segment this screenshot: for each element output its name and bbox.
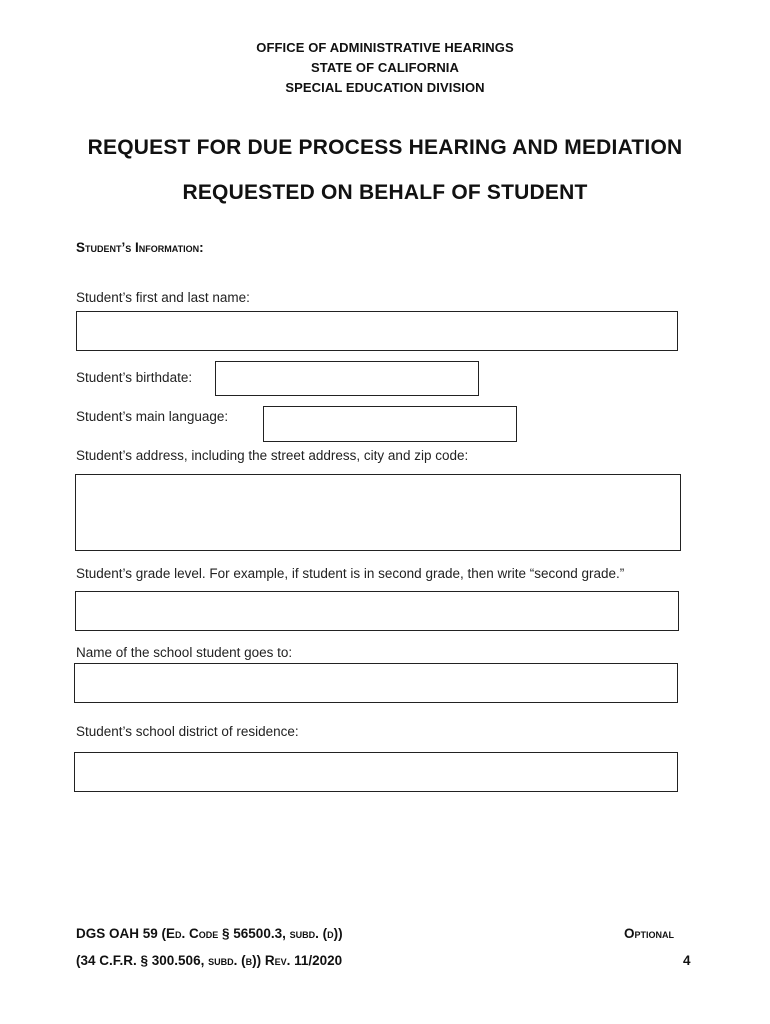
school-district-field[interactable] [74,752,678,792]
grade-level-field[interactable] [75,591,679,631]
state-name: STATE OF CALIFORNIA [310,60,460,75]
language-label: Student’s main language: [76,409,229,424]
birthdate-field[interactable] [215,361,479,396]
name-label: Student’s first and last name: [76,290,250,305]
address-field[interactable] [75,474,681,551]
grade-label: Student’s grade level. For example, if student is in second grade, then write “second grade.” [76,566,625,581]
form-code: DGS OAH 59 (Ed. Code § 56500.3, subd. (d)) [76,926,343,941]
school-name-field[interactable] [74,663,678,703]
page-number: 4 [683,953,691,968]
address-label: Student’s address, including the street address, city and zip code: [76,448,469,463]
section-heading-student-info: Student’s Information: [76,240,204,255]
school-label: Name of the school student goes to: [76,645,293,660]
district-label: Student’s school district of residence: [76,724,299,739]
optional-label: Optional [624,926,674,941]
main-language-field[interactable] [263,406,517,442]
form-title: REQUEST FOR DUE PROCESS HEARING AND MEDIATION [87,136,683,159]
regulation-citation: (34 C.F.R. § 300.506, subd. (b)) Rev. 11/2020 [76,953,343,968]
birthdate-label: Student’s birthdate: [76,370,193,385]
student-name-field[interactable] [76,311,678,351]
division-name: SPECIAL EDUCATION DIVISION [285,80,485,95]
form-subtitle: REQUESTED ON BEHALF OF STUDENT [182,181,588,204]
agency-name: OFFICE OF ADMINISTRATIVE HEARINGS [256,40,514,55]
